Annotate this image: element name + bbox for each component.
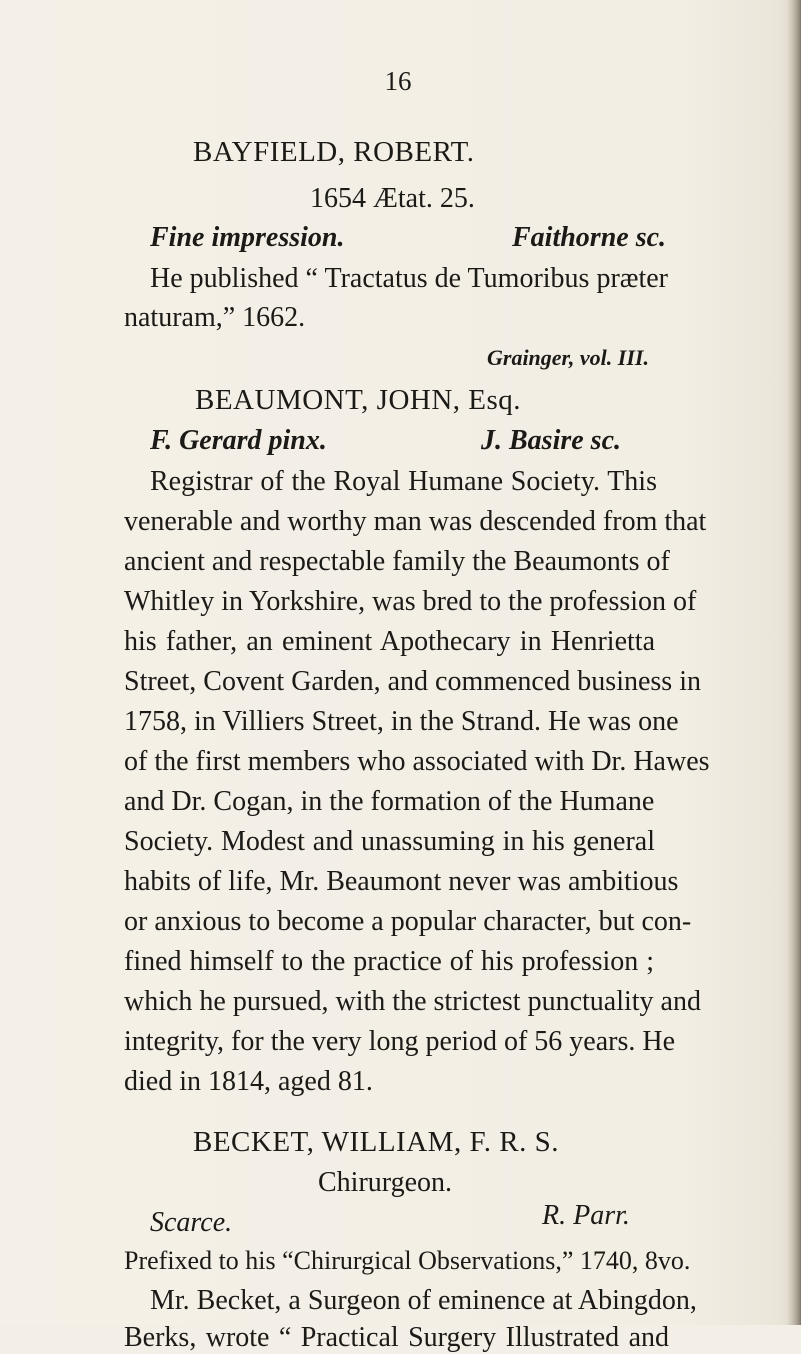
page-edge <box>787 0 801 1325</box>
entry-body-line: Berks, wrote “ Practical Surgery Illustrated and <box>124 1322 669 1353</box>
entry-painter: F. Gerard pinx. <box>150 425 327 456</box>
entry-reference: Grainger, vol. III. <box>487 345 649 370</box>
entry-heading: BEAUMONT, JOHN, Esq. <box>195 384 522 416</box>
entry-impression: Fine impression. <box>150 222 345 253</box>
entry-body-line: Registrar of the Royal Humane Society. This <box>150 466 657 497</box>
page-number: 16 <box>384 66 412 96</box>
entry-body-line: He published “ Tractatus de Tumoribus præter <box>150 263 668 294</box>
entry-body-line: fined himself to the practice of his profession ; <box>124 946 654 977</box>
entry-heading: BAYFIELD, ROBERT. <box>193 136 475 168</box>
entry-body-line: Street, Covent Garden, and commenced business in <box>124 666 701 697</box>
entry-body-line: habits of life, Mr. Beaumont never was ambitious <box>124 866 679 897</box>
entry-body-line: and Dr. Cogan, in the formation of the Humane <box>124 786 655 817</box>
entry-engraver: J. Basire sc. <box>481 425 621 456</box>
entry-body-line: Prefixed to his “Chirurgical Observations,” 1740, 8vo. <box>124 1246 691 1275</box>
entry-body-line: his father, an eminent Apothecary in Henrietta <box>124 626 655 657</box>
entry-body-line: ancient and respectable family the Beaumonts of <box>124 546 670 577</box>
entry-rarity: Scarce. <box>150 1207 233 1238</box>
entry-body-line: Whitley in Yorkshire, was bred to the profession of <box>124 586 697 617</box>
entry-body-line: 1758, in Villiers Street, in the Strand. He was one <box>124 706 679 737</box>
entry-engraver: R. Parr. <box>542 1200 630 1231</box>
entry-body-line: naturam,” 1662. <box>124 302 306 333</box>
entry-date-line: 1654 Ætat. 25. <box>310 183 475 214</box>
entry-body-line: which he pursued, with the strictest punctuality and <box>124 986 701 1017</box>
entry-body-line: venerable and worthy man was descended from that <box>124 506 707 537</box>
entry-body-line: Mr. Becket, a Surgeon of eminence at Abingdon, <box>150 1285 697 1316</box>
entry-subheading: Chirurgeon. <box>318 1167 453 1198</box>
entry-body-line: died in 1814, aged 81. <box>124 1066 373 1097</box>
entry-body-line: Society. Modest and unassuming in his general <box>124 826 655 857</box>
entry-body-line: of the first members who associated with Dr. Hawes <box>124 746 710 777</box>
entry-heading: BECKET, WILLIAM, F. R. S. <box>193 1126 559 1158</box>
entry-body-line: or anxious to become a popular character, but con- <box>124 906 692 937</box>
entry-engraver: Faithorne sc. <box>512 222 667 253</box>
entry-body-line: integrity, for the very long period of 56 years. He <box>124 1026 676 1057</box>
